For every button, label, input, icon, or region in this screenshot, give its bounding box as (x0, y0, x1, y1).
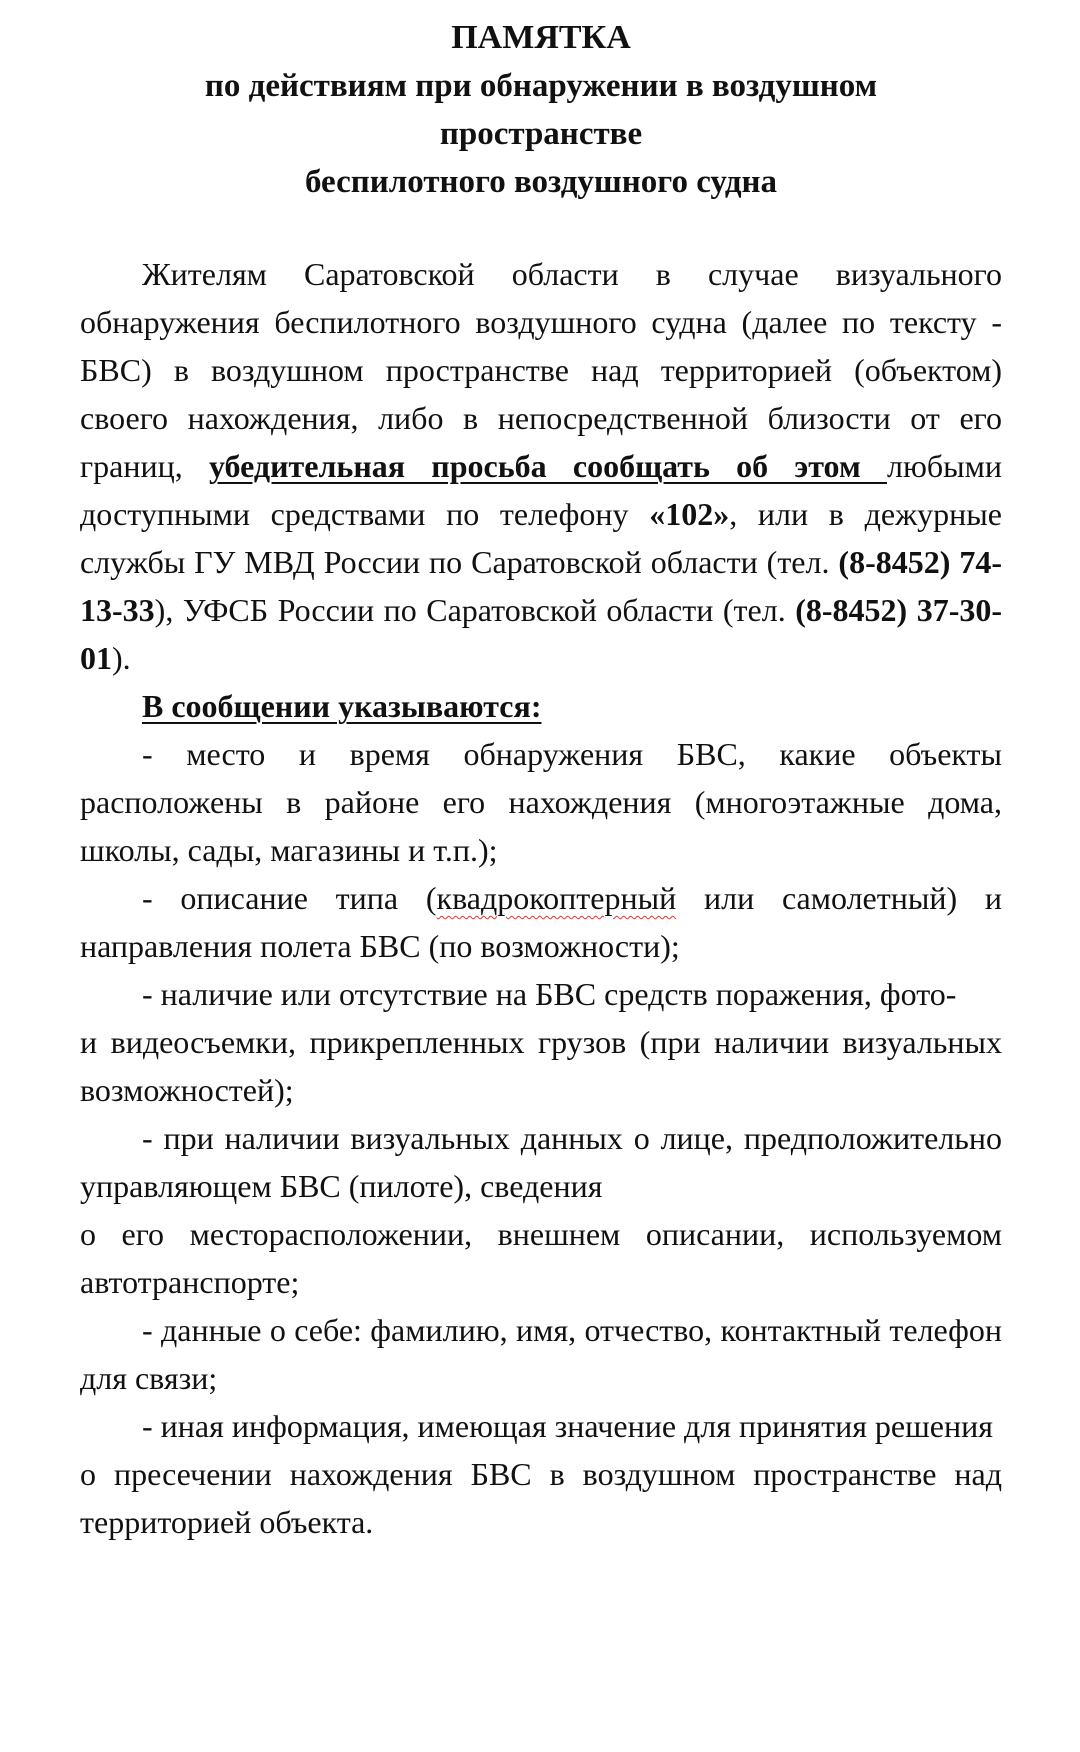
report-item-other: - иная информация, имеющая значение для принятия решения (142, 1408, 993, 1444)
title-line-4: беспилотного воздушного судна (304, 164, 778, 200)
intro-text-end: ). (112, 640, 131, 676)
report-item-type: - описание типа (квадрокоптерный или самолетный) и направления полета БВС (по возможности); (80, 880, 1003, 964)
memo-title (80, 14, 1002, 206)
report-item-weapons-cont: и видеосъемки, прикрепленных грузов (при наличии визуальных возможностей); (80, 1024, 1002, 1108)
title-line-3: пространстве (439, 116, 643, 152)
intro-text-duty: , или в дежурные службы ГУ МВД России по Саратовской области (тел. (80, 496, 1003, 580)
report-heading: В сообщении указываются: (142, 688, 542, 724)
request-text: убедительная просьба сообщать об этом (208, 448, 887, 484)
report-item-self: - данные о себе: фамилию, имя, отчество, контактный телефон для связи; (80, 1312, 1002, 1396)
intro-text-means: любыми доступными средствами по телефону (80, 448, 1003, 532)
title-line-1: ПАМЯТКА (451, 19, 631, 56)
intro-text-fsb: ), УФСБ России по Саратовской области (тел. (154, 592, 796, 628)
phone-fsb: (8-8452) 37-30-01 (80, 592, 1003, 676)
phone-102: «102» (649, 496, 730, 532)
title-line-2: по действиям при обнаружении в воздушном (204, 68, 878, 104)
report-item-weapons: - наличие или отсутствие на БВС средств поражения, фото- (142, 976, 957, 1012)
memo-document (80, 14, 1002, 1546)
memo-body (80, 250, 1002, 1546)
report-item-other-cont: о пресечении нахождения БВС в воздушном пространстве над территорией объекта. (80, 1456, 1002, 1540)
spellcheck-flagged-word: квадрокоптерный (436, 880, 677, 916)
report-item-location: - место и время обнаружения БВС, какие объекты расположены в районе его нахождения (многоэтажные дома, школы, сады, магазины и т.п.); (80, 736, 1002, 868)
intro-paragraph (80, 250, 1002, 682)
intro-text: Жителям Саратовской области в случае визуального обнаружения беспилотного воздушного судна (далее по тексту - БВС) в воздушном пространстве над территорией (объектом) своего нахождения, либо в непосредственной близости от его границ, (80, 256, 1002, 484)
report-item-pilot-cont: о его месторасположении, внешнем описании, используемом автотранспорте; (80, 1216, 1002, 1300)
report-item-pilot: - при наличии визуальных данных о лице, предположительно управляющем БВС (пилоте), сведения (80, 1120, 1002, 1204)
phone-mvd: (8-8452) 74-13-33 (80, 544, 1002, 628)
